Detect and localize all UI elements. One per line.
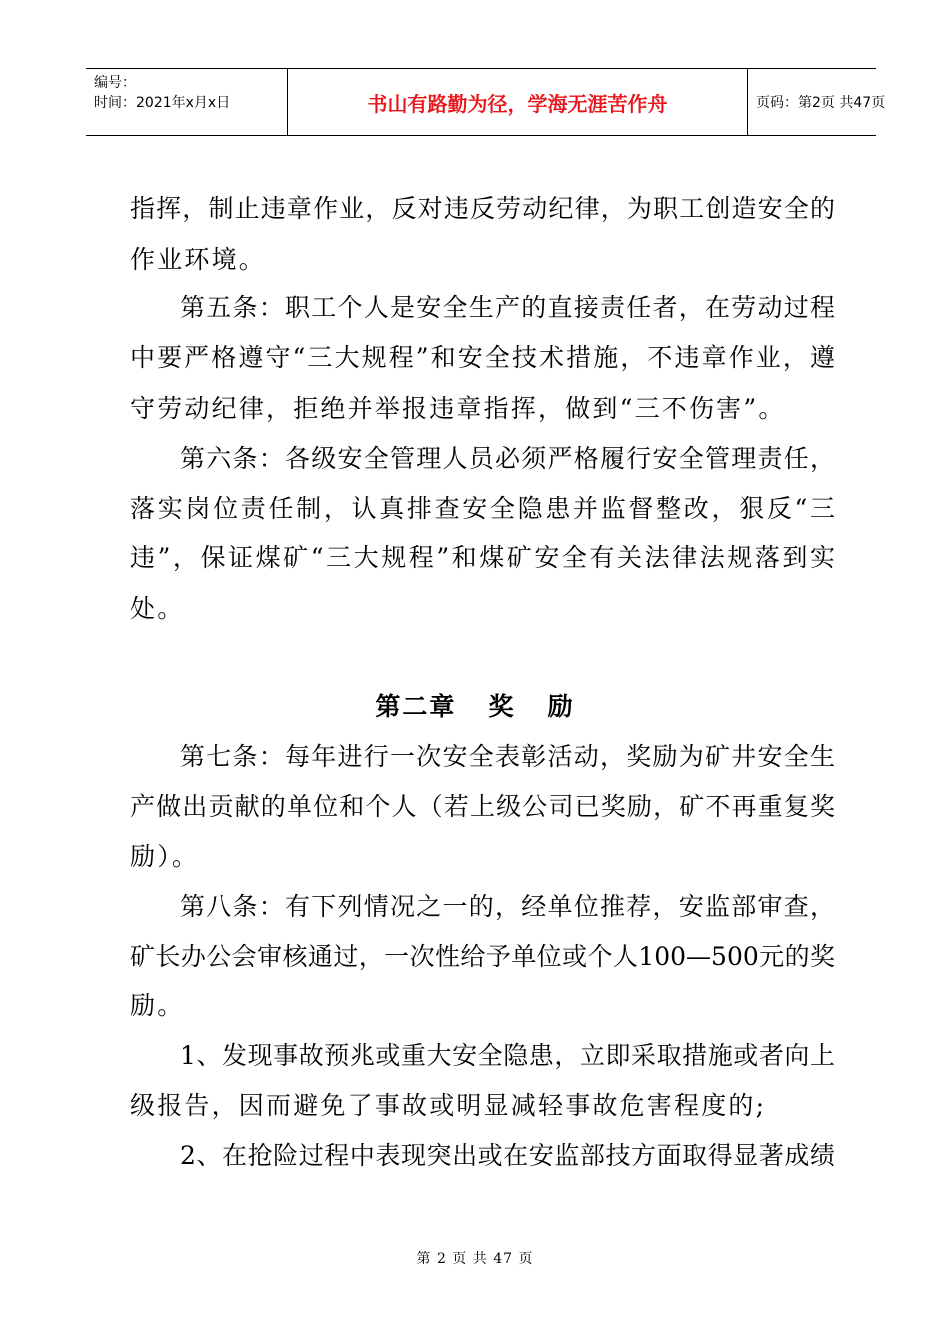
list-item-1-line: 1、发现事故预兆或重大安全隐患，立即采取措施或者向上 (180, 1041, 835, 1070)
chapter-heading: 第二章 奖 励 (375, 692, 575, 721)
document-date-label: 时间：2021年x月x日 (94, 95, 231, 111)
header-page-number: 页码：第2页 共47页 (756, 95, 886, 111)
body-line: 守劳动纪律，拒绝并举报违章指挥，做到“三不伤害”。 (130, 394, 786, 423)
body-line: 违”，保证煤矿“三大规程”和煤矿安全有关法律法规落到实 (130, 543, 835, 572)
body-line: 处。 (130, 594, 185, 623)
body-line: 中要严格遵守“三大规程”和安全技术措施，不违章作业，遵 (130, 343, 835, 372)
body-line: 级报告，因而避免了事故或明显减轻事故危害程度的; (130, 1091, 767, 1120)
article-7-line: 第七条：每年进行一次安全表彰活动，奖励为矿井安全生 (180, 742, 835, 771)
header-motto: 书山有路勤为径，学海无涯苦作舟 (288, 69, 748, 135)
article-5-line: 第五条：职工个人是安全生产的直接责任者，在劳动过程 (180, 293, 835, 322)
body-line: 作业环境。 (130, 245, 267, 274)
body-line: 励）。 (130, 842, 200, 871)
page-footer: 第 2 页 共 47 页 (416, 1251, 534, 1267)
header-meta (86, 69, 288, 135)
body-line: 落实岗位责任制，认真排查安全隐患并监督整改，狠反“三 (130, 494, 835, 523)
body-line: 矿长办公会审核通过，一次性给予单位或个人100—500元的奖 (130, 942, 835, 971)
body-line: 励。 (130, 991, 185, 1020)
page-header (86, 68, 886, 136)
body-line: 产做出贡献的单位和个人（若上级公司已奖励，矿不再重复奖 (130, 792, 835, 821)
article-8-line: 第八条：有下列情况之一的，经单位推荐，安监部审查， (180, 892, 835, 921)
document-number-label: 编号： (94, 75, 136, 91)
list-item-2-line: 2、在抢险过程中表现突出或在安监部技方面取得显著成绩 (180, 1141, 835, 1170)
body-line: 指挥，制止违章作业，反对违反劳动纪律，为职工创造安全的 (130, 194, 835, 223)
article-6-line: 第六条：各级安全管理人员必须严格履行安全管理责任， (180, 444, 835, 473)
